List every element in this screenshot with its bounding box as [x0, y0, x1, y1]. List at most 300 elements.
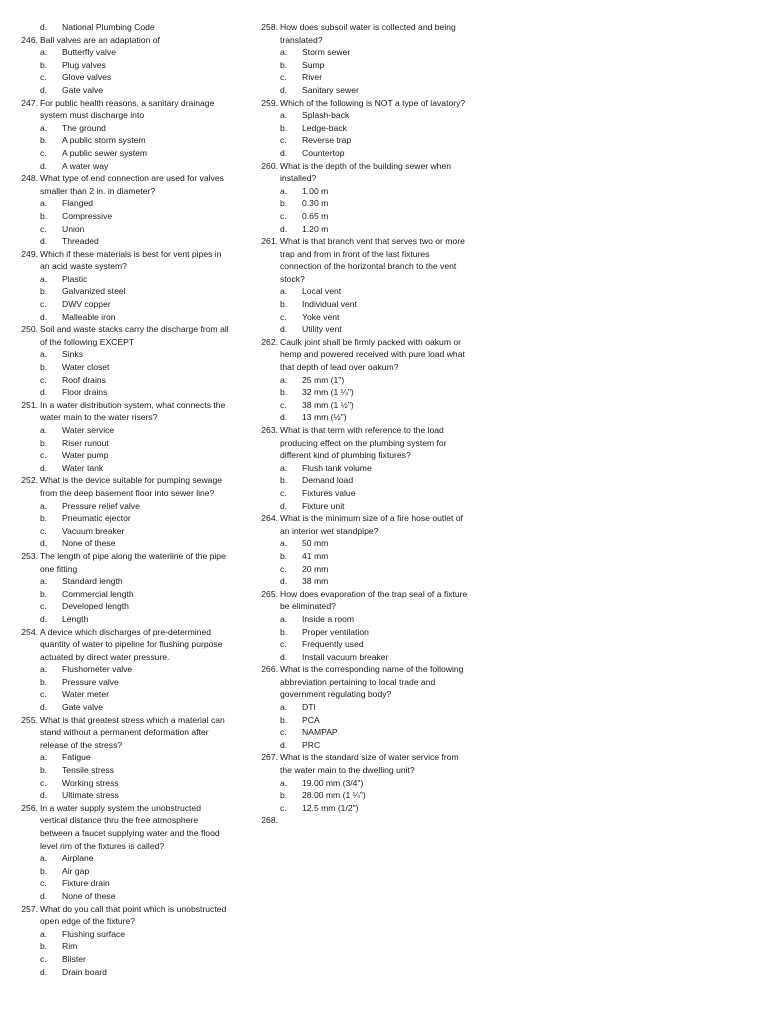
option-text: Air gap [62, 865, 90, 876]
question [14, 248, 250, 273]
answer-option [254, 122, 494, 135]
answer-option [14, 688, 250, 701]
option-letter: c. [40, 450, 47, 461]
answer-option [14, 197, 250, 210]
question-number: 253. [21, 550, 38, 561]
option-text: 32 mm (1 ¼") [302, 387, 354, 398]
answer-option [14, 235, 250, 248]
question-text: The length of pipe along the waterline of the pipe [40, 550, 226, 561]
carryover-option [14, 21, 250, 34]
answer-option [14, 525, 250, 538]
answer-option [14, 147, 250, 160]
option-text: Rim [62, 941, 78, 952]
option-letter: d. [280, 500, 288, 511]
option-letter: a. [280, 538, 288, 549]
answer-option [254, 46, 494, 59]
option-text: Yoke vent [302, 311, 340, 322]
option-text: Storm sewer [302, 47, 351, 58]
question-text: What is the corresponding name of the following [280, 664, 464, 675]
question-text: water main to the water risers? [40, 412, 158, 423]
question-text: What is that term with reference to the load [280, 425, 444, 435]
question-number: 263. [261, 425, 278, 435]
option-text: 50 mm [302, 538, 329, 549]
option-letter: a. [280, 462, 288, 473]
option-text: Drain board [62, 966, 107, 977]
question-text: For public health reasons, a sanitary drainage [40, 97, 215, 108]
answer-option [14, 890, 250, 903]
option-letter: c. [40, 299, 47, 310]
option-letter: b. [280, 59, 288, 70]
question-text: stand without a permanent deformation after [40, 727, 209, 738]
answer-option [14, 613, 250, 626]
question [14, 626, 250, 664]
question-text: hemp and powered received with pure load what [280, 349, 465, 360]
option-text: Flanged [62, 198, 94, 209]
option-letter: d. [40, 613, 48, 624]
option-text: Water service [62, 425, 115, 435]
answer-option [254, 726, 494, 739]
answer-option [254, 411, 494, 424]
answer-option [14, 928, 250, 941]
answer-option [254, 474, 494, 487]
question-text: system must discharge into [40, 110, 145, 121]
option-letter: a. [280, 777, 288, 788]
option-letter: a. [40, 273, 48, 284]
option-letter: b. [40, 210, 48, 221]
question [14, 97, 250, 122]
question-text: vertical distance thru the free atmosphere [40, 815, 199, 826]
answer-option [14, 46, 250, 59]
question-number: 259. [261, 97, 278, 108]
option-text: Fixtures value [302, 487, 356, 498]
option-letter: c. [40, 223, 47, 234]
option-text: 0.65 m [302, 210, 329, 221]
option-letter: b. [280, 198, 288, 209]
question-text: quantity of water to pipeline for flushing purpose [40, 639, 223, 650]
answer-option [254, 71, 494, 84]
question-number: 261. [261, 236, 278, 247]
answer-option [14, 462, 250, 475]
option-text: Developed length [62, 601, 129, 612]
answer-option [254, 701, 494, 714]
answer-option [14, 424, 250, 437]
option-text: Sump [302, 59, 325, 70]
option-text: Ultimate stress [62, 790, 119, 801]
option-letter: a. [280, 47, 288, 58]
question-text: What is the minimum size of a fire hose outlet of [280, 513, 463, 524]
question [14, 903, 250, 928]
question-text: Which if these materials is best for vent pipes in [40, 248, 222, 259]
option-text: Pressure valve [62, 676, 119, 687]
option-letter: a. [280, 185, 288, 196]
option-text: A public storm system [62, 135, 146, 146]
question-number: 265. [261, 588, 278, 599]
answer-option [14, 877, 250, 890]
answer-option [14, 701, 250, 714]
question-text: different kind of plumbing fixtures? [280, 450, 411, 461]
option-letter: c. [40, 147, 47, 158]
option-letter: c. [280, 399, 287, 410]
option-letter: b. [40, 135, 48, 146]
question-text: A device which discharges of pre-determined [40, 626, 212, 637]
question-text: abbreviation pertaining to local trade and [280, 676, 436, 687]
question [14, 323, 250, 348]
option-letter: d. [280, 84, 288, 95]
option-text: Demand load [302, 475, 354, 486]
option-text: Butterfly valve [62, 47, 116, 58]
answer-option [254, 84, 494, 97]
answer-option [14, 588, 250, 601]
question-number: 258. [261, 22, 278, 32]
question-text: installed? [280, 173, 317, 184]
option-text: None of these [62, 890, 116, 901]
question-text: What is the depth of the building sewer when [280, 160, 452, 171]
answer-option [254, 109, 494, 122]
answer-option [14, 285, 250, 298]
option-text: Riser runout [62, 437, 109, 448]
option-text: 38 mm (1 ½") [302, 399, 354, 410]
question-text: between a faucet supplying water and the flood [40, 828, 220, 838]
option-text: 12.5 mm (1/2") [302, 802, 359, 813]
answer-option [254, 563, 494, 576]
option-letter: c. [280, 639, 287, 650]
answer-option [14, 676, 250, 689]
option-letter: c. [280, 487, 287, 498]
answer-option [254, 399, 494, 412]
option-text: Reverse trap [302, 135, 352, 146]
option-text: Water meter [62, 689, 109, 700]
question-text: an interior wet standpipe? [280, 525, 379, 536]
answer-option [14, 160, 250, 173]
option-text: Fixture drain [62, 878, 110, 889]
option-text: Union [62, 223, 85, 234]
answer-option [14, 764, 250, 777]
option-text: 13 mm (½") [302, 412, 347, 423]
option-letter: d. [280, 651, 288, 662]
question-number: 247. [21, 97, 38, 108]
right-column [254, 21, 494, 827]
option-text: Flushing surface [62, 928, 126, 939]
question-number: 260. [261, 160, 278, 171]
option-text: Flush tank volume [302, 462, 372, 473]
question-text: Which of the following is NOT a type of lavatory? [280, 97, 466, 108]
option-letter: a. [280, 702, 288, 713]
question-number: 252. [21, 475, 38, 486]
question-text: stock? [280, 273, 305, 284]
option-letter: d. [40, 462, 48, 473]
question [254, 235, 494, 285]
option-letter: d. [40, 966, 48, 977]
option-letter: a. [40, 122, 48, 133]
question [254, 751, 494, 776]
option-letter: b. [280, 475, 288, 486]
option-letter: b. [280, 626, 288, 637]
question-text: one fitting [40, 563, 78, 574]
answer-option [254, 714, 494, 727]
answer-option [14, 298, 250, 311]
option-text: Roof drains [62, 374, 106, 385]
option-letter: a. [280, 613, 288, 624]
option-letter: d. [40, 311, 48, 322]
answer-option [14, 273, 250, 286]
question [254, 512, 494, 537]
question-text: from the deep basement floor into sewer line? [40, 487, 215, 498]
question-number: 268. [261, 815, 278, 826]
option-text: 38 mm [302, 576, 329, 587]
question-text: connection of the horizontal branch to the vent [280, 261, 457, 272]
option-letter: b. [280, 387, 288, 398]
option-text: Compressive [62, 210, 113, 221]
question-text: smaller than 2 in. in diameter? [40, 185, 156, 196]
question-text: How does evaporation of the trap seal of a fixture [280, 588, 468, 599]
answer-option [14, 777, 250, 790]
answer-option [14, 437, 250, 450]
option-letter: b. [40, 513, 48, 524]
option-letter: a. [40, 349, 48, 360]
question-text: that depth of lead over oakum? [280, 362, 399, 373]
option-text: Blister [62, 953, 86, 964]
answer-option [14, 751, 250, 764]
answer-option [14, 940, 250, 953]
option-text: Plug valves [62, 59, 106, 70]
option-text: 19.00 mm (3/4") [302, 777, 364, 788]
option-text: Vacuum breaker [62, 525, 125, 536]
option-text: 1.00 m [302, 185, 329, 196]
option-letter: a. [40, 425, 48, 435]
option-text: Fixture unit [302, 500, 345, 511]
option-text: Ledge-back [302, 122, 347, 133]
option-text: DTI [302, 702, 316, 713]
question-text: producing effect on the plumbing system for [280, 437, 447, 448]
option-letter: a. [280, 286, 288, 297]
question-number: 257. [21, 903, 38, 914]
option-text: 28.00 mm (1 ¼") [302, 790, 366, 801]
option-letter: b. [280, 790, 288, 801]
answer-option [254, 739, 494, 752]
option-text: Frequently used [302, 639, 364, 650]
option-letter: d. [40, 22, 48, 32]
answer-option [254, 651, 494, 664]
answer-option [254, 789, 494, 802]
question-number: 246. [21, 34, 38, 45]
option-text: Water tank [62, 462, 104, 473]
option-letter: c. [280, 563, 287, 574]
question [14, 550, 250, 575]
answer-option [14, 789, 250, 802]
option-text: Individual vent [302, 299, 357, 310]
option-text: Tensile stress [62, 765, 115, 776]
option-letter: d. [280, 147, 288, 158]
question-text: What is the device suitable for pumping sewage [40, 475, 223, 486]
question-text: How does subsoil water is collected and being [280, 22, 456, 32]
question-text: What type of end connection are used for valves [40, 173, 224, 184]
question [254, 588, 494, 613]
answer-option [14, 210, 250, 223]
option-letter: c. [280, 802, 287, 813]
question [14, 474, 250, 499]
question-number: 266. [261, 664, 278, 675]
option-text: Fatigue [62, 752, 91, 763]
question-number: 255. [21, 714, 38, 725]
option-letter: d. [40, 84, 48, 95]
question-text: translated? [280, 34, 323, 45]
question-text: be eliminated? [280, 601, 336, 612]
answer-option [254, 323, 494, 336]
answer-option [254, 311, 494, 324]
answer-option [14, 134, 250, 147]
answer-option [254, 500, 494, 513]
question [14, 802, 250, 852]
answer-option [254, 285, 494, 298]
option-letter: d. [280, 576, 288, 587]
answer-option [254, 575, 494, 588]
option-letter: c. [40, 689, 47, 700]
option-letter: c. [280, 727, 287, 738]
option-text: Glove valves [62, 72, 112, 83]
option-text: Threaded [62, 236, 99, 247]
option-text: Proper ventilation [302, 626, 369, 637]
option-text: A water way [62, 160, 109, 171]
answer-option [254, 223, 494, 236]
option-text: 41 mm [302, 550, 329, 561]
answer-option [254, 134, 494, 147]
option-text: River [302, 72, 323, 83]
answer-option [14, 966, 250, 979]
option-letter: b. [280, 299, 288, 310]
question [254, 663, 494, 701]
option-letter: b. [40, 941, 48, 952]
option-text: Water pump [62, 450, 109, 461]
option-text: Gate valve [62, 702, 104, 713]
question-number: 267. [261, 752, 278, 763]
option-text: Pneumatic ejector [62, 513, 131, 524]
option-letter: a. [40, 47, 48, 58]
question-number: 251. [21, 399, 38, 410]
answer-option [254, 185, 494, 198]
option-letter: c. [40, 953, 47, 964]
option-letter: a. [40, 198, 48, 209]
question-text: Caulk joint shall be firmly packed with oakum or [280, 336, 462, 347]
answer-option [14, 449, 250, 462]
question-text: trap and from in front of the last fixtures [280, 248, 430, 259]
answer-option [14, 386, 250, 399]
option-text: Utility vent [302, 324, 342, 335]
question-text: Ball valves are an adaptation of [40, 34, 160, 45]
answer-option [254, 613, 494, 626]
question [254, 97, 494, 110]
option-letter: c. [280, 135, 287, 146]
question [254, 424, 494, 462]
answer-option [254, 802, 494, 815]
option-text: Length [62, 613, 89, 624]
answer-option [14, 348, 250, 361]
option-text: DWV copper [62, 299, 111, 310]
answer-option [254, 777, 494, 790]
question-text: the water main to the dwelling unit? [280, 765, 415, 776]
option-letter: b. [40, 588, 48, 599]
option-text: Gate valve [62, 84, 104, 95]
option-text: 25 mm (1") [302, 374, 345, 385]
question-number: 264. [261, 513, 278, 524]
answer-option [254, 386, 494, 399]
option-text: Sanitary sewer [302, 84, 359, 95]
option-letter: c. [280, 72, 287, 83]
option-text: Standard length [62, 576, 123, 587]
question [254, 160, 494, 185]
question-number: 249. [21, 248, 38, 259]
answer-option [254, 462, 494, 475]
option-text: The ground [62, 122, 106, 133]
option-letter: b. [40, 362, 48, 373]
option-letter: a. [280, 374, 288, 385]
option-text: Commercial length [62, 588, 134, 599]
question-text: What do you call that point which is unobstructed [40, 903, 227, 914]
option-letter: b. [280, 714, 288, 725]
option-letter: a. [40, 500, 48, 511]
question-text: open edge of the fixture? [40, 916, 136, 927]
option-letter: a. [40, 664, 48, 675]
option-text: PRC [302, 739, 321, 750]
question-text: an acid waste system? [40, 261, 127, 272]
answer-option [254, 374, 494, 387]
option-letter: d. [280, 324, 288, 335]
option-text: Sinks [62, 349, 84, 360]
option-text: Water closet [62, 362, 110, 373]
left-column [14, 21, 250, 978]
question [254, 21, 494, 46]
option-letter: c. [40, 72, 47, 83]
question-text: actuated by direct water pressure. [40, 651, 170, 662]
option-letter: a. [40, 576, 48, 587]
option-letter: b. [40, 765, 48, 776]
option-letter: a. [40, 928, 48, 939]
option-letter: c. [280, 210, 287, 221]
question-text: of the following EXCEPT [40, 336, 135, 347]
option-text: Flushometer valve [62, 664, 133, 675]
option-text: Countertop [302, 147, 345, 158]
question [254, 814, 494, 827]
answer-option [254, 638, 494, 651]
option-text: 0.30 m [302, 198, 329, 209]
option-letter: b. [40, 676, 48, 687]
question-text: What is that branch vent that serves two or more [280, 236, 465, 247]
option-letter: b. [280, 122, 288, 133]
answer-option [254, 197, 494, 210]
answer-option [14, 122, 250, 135]
answer-option [14, 223, 250, 236]
option-text: National Plumbing Code [62, 22, 155, 32]
option-text: 20 mm [302, 563, 329, 574]
question-text: What is the standard size of water service from [280, 752, 459, 763]
option-letter: c. [40, 777, 47, 788]
option-letter: d. [280, 739, 288, 750]
option-text: Malleable iron [62, 311, 116, 322]
question-number: 254. [21, 626, 38, 637]
option-text: NAMPAP [302, 727, 338, 738]
answer-option [14, 537, 250, 550]
option-text: Working stress [62, 777, 119, 788]
answer-option [14, 600, 250, 613]
option-letter: c. [280, 311, 287, 322]
option-letter: a. [40, 853, 48, 864]
option-letter: c. [40, 374, 47, 385]
option-letter: d. [40, 160, 48, 171]
option-text: PCA [302, 714, 320, 725]
answer-option [254, 147, 494, 160]
question-text: level rim of the fixtures is called? [40, 840, 165, 851]
option-text: Install vacuum breaker [302, 651, 389, 662]
option-text: None of these [62, 538, 116, 549]
